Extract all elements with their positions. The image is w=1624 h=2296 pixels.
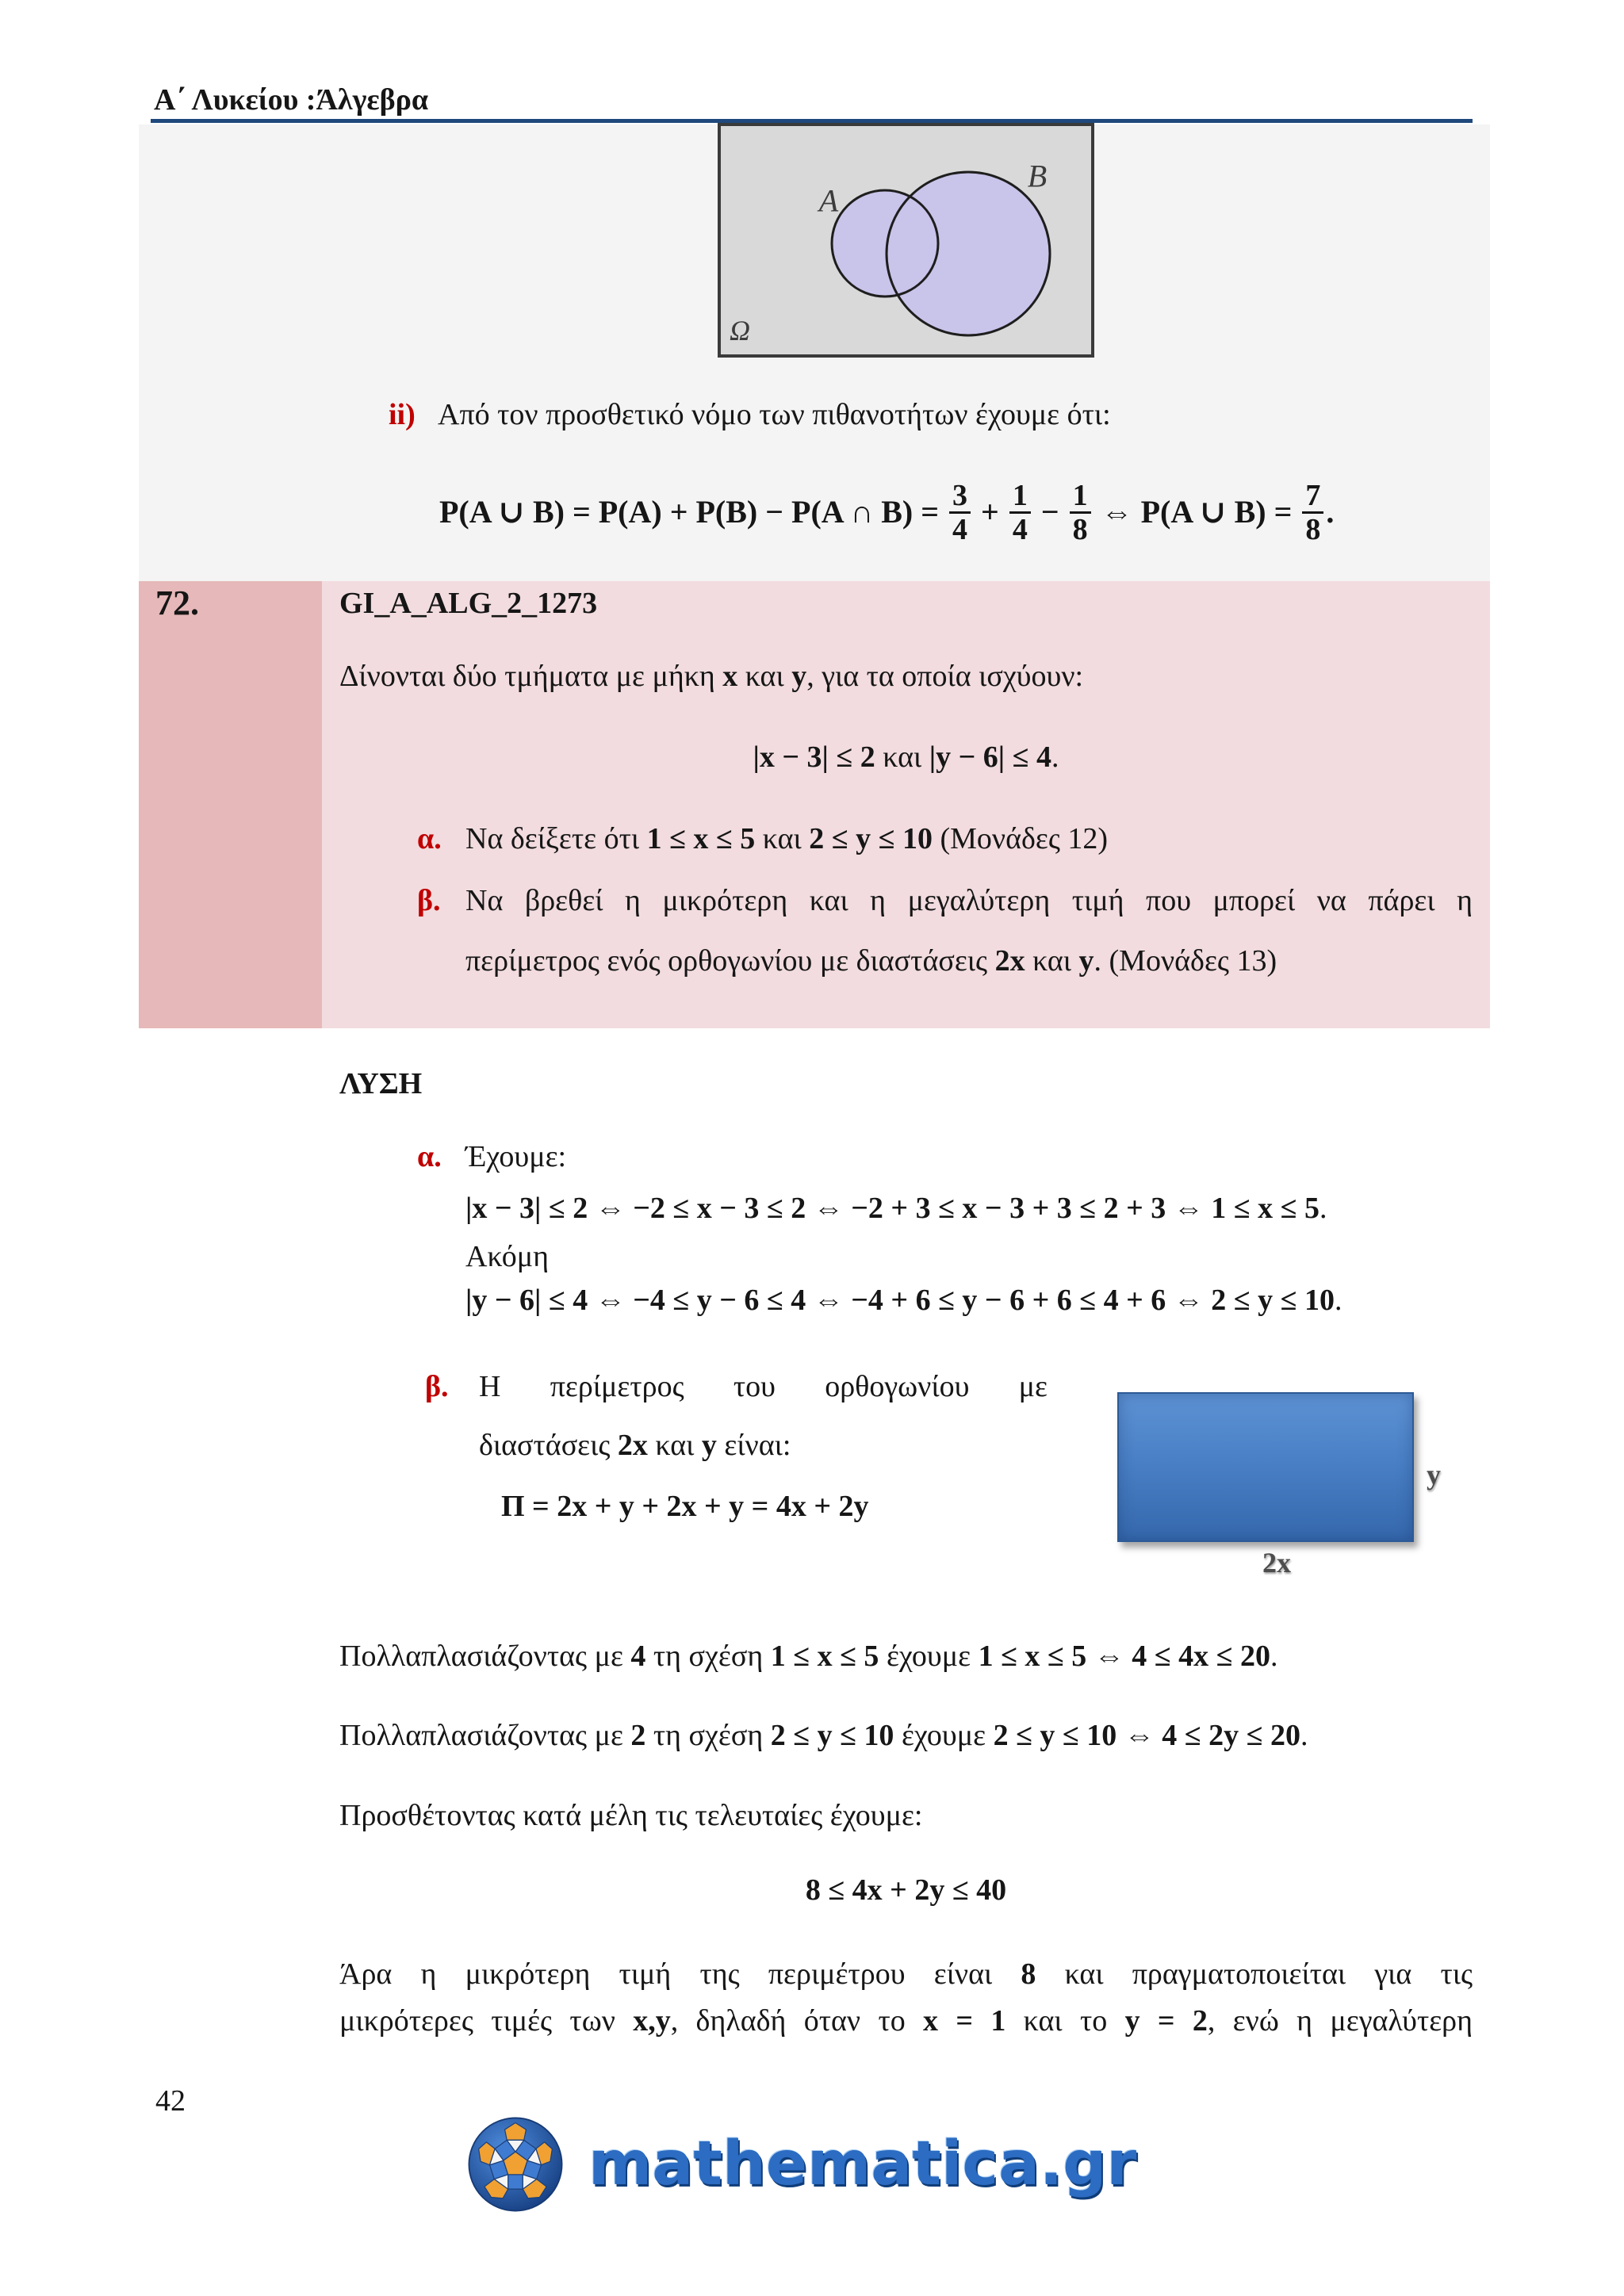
text-run: (Μονάδες 12) bbox=[932, 822, 1109, 855]
text-run: διαστάσεις bbox=[479, 1429, 618, 1462]
text-run: . (Μονάδες 13) bbox=[1094, 944, 1277, 978]
fraction-numerator: 7 bbox=[1302, 480, 1323, 514]
math-run: x = 1 bbox=[923, 2004, 1006, 2038]
solution-a-marker: α. bbox=[417, 1140, 442, 1173]
math-run: Π = 2x + y + 2x + y = 4x + 2y bbox=[501, 1490, 869, 1523]
conclusion-line1 bbox=[339, 1956, 1473, 1992]
math-run: + bbox=[973, 494, 1007, 530]
text-run: Να δείξετε ότι bbox=[465, 822, 647, 855]
math-run: P(A ∪ B) = P(A) + P(B) − P(A ∩ B) = bbox=[439, 494, 948, 530]
text-run: . bbox=[1319, 1192, 1327, 1225]
text-run: . bbox=[1300, 1719, 1308, 1752]
math-run: 1 ≤ x ≤ 5 bbox=[646, 822, 756, 855]
text-run: και το bbox=[1005, 2004, 1125, 2038]
text-run: και bbox=[737, 660, 792, 693]
fraction-numerator: 3 bbox=[949, 480, 971, 514]
text-run: , ενώ η μεγαλύτερη bbox=[1207, 2004, 1473, 2038]
question-b-marker: β. bbox=[417, 884, 441, 917]
polyhedron-icon bbox=[467, 2116, 564, 2213]
solution-b-marker: β. bbox=[425, 1370, 449, 1403]
problem-code: GI_A_ALG_2_1273 bbox=[339, 587, 598, 620]
solution-b-line2 bbox=[479, 1427, 791, 1464]
venn-label-b: B bbox=[1027, 158, 1048, 194]
text-run: , για τα οποία ισχύουν: bbox=[806, 660, 1084, 693]
text-run: έχουμε bbox=[894, 1719, 994, 1752]
text-run: . bbox=[1051, 740, 1059, 774]
problem-number-column bbox=[139, 581, 322, 1028]
math-run: . bbox=[1326, 494, 1335, 530]
text-run: , δηλαδή όταν το bbox=[670, 2004, 924, 2038]
text-run: Δίνονται δύο τμήματα με μήκη bbox=[339, 660, 723, 693]
logo-text: mathematica.gr bbox=[588, 2129, 1137, 2199]
page-number: 42 bbox=[155, 2084, 186, 2118]
math-run: 4 bbox=[630, 1640, 646, 1673]
addition-rule-formula bbox=[439, 479, 1334, 545]
fraction-denominator: 4 bbox=[952, 512, 968, 546]
rectangle-figure bbox=[1117, 1392, 1414, 1542]
fraction-denominator: 4 bbox=[1012, 512, 1028, 546]
text-run: Να βρεθεί η μικρότερη και η μεγαλύτερη τιμή που μπορεί να πάρει η bbox=[465, 884, 1473, 917]
text-run: . bbox=[1270, 1640, 1278, 1673]
sum-result bbox=[322, 1872, 1490, 1908]
math-run: 2 ≤ y ≤ 10 bbox=[770, 1719, 894, 1752]
icon-facet bbox=[508, 2175, 523, 2189]
rectangle-label-y: y bbox=[1427, 1459, 1441, 1490]
fraction-denominator: 8 bbox=[1072, 512, 1088, 546]
math-run: y = 2 bbox=[1124, 2004, 1208, 2038]
math-run: |y − 6| ≤ 4 ⇔ −4 ≤ y − 6 ≤ 4 ⇔ −4 + 6 ≤ y − 6 + 6 ≤ 4 + 6 ⇔ 2 ≤ y ≤ 10 bbox=[465, 1284, 1335, 1317]
math-run: 2 ≤ y ≤ 10 ⇔ 4 ≤ 2y ≤ 20 bbox=[993, 1719, 1300, 1752]
text-run: και bbox=[875, 740, 929, 774]
solution-a-step2 bbox=[465, 1282, 1342, 1318]
math-run: |x − 3| ≤ 2 bbox=[753, 740, 875, 774]
math-run: y bbox=[701, 1429, 717, 1462]
text-run: και bbox=[1025, 944, 1079, 978]
fraction bbox=[1302, 480, 1323, 545]
fraction bbox=[1070, 480, 1091, 545]
problem-intro bbox=[339, 658, 1083, 695]
perimeter-formula bbox=[501, 1488, 868, 1525]
question-a-text bbox=[465, 821, 1108, 857]
running-header: Α΄ Λυκείου :Άλγεβρα bbox=[154, 83, 429, 117]
venn-label-a: A bbox=[818, 182, 839, 219]
math-run: 1 ≤ x ≤ 5 bbox=[770, 1640, 879, 1673]
part-ii-text: Από τον προσθετικό νόμο των πιθανοτήτων έχουμε ότι: bbox=[438, 398, 1111, 431]
conclusion-line2 bbox=[339, 2003, 1473, 2039]
text-run: μικρότερες τιμές των bbox=[339, 2004, 634, 2038]
fraction-numerator: 1 bbox=[1070, 480, 1091, 514]
math-run: 2 ≤ y ≤ 10 bbox=[809, 822, 933, 855]
problem-condition bbox=[322, 739, 1490, 775]
question-a-marker: α. bbox=[417, 822, 442, 855]
math-run: 1 ≤ x ≤ 5 ⇔ 4 ≤ 4x ≤ 20 bbox=[978, 1640, 1270, 1673]
part-ii-marker: ii) bbox=[389, 398, 416, 431]
question-b-line2 bbox=[465, 943, 1277, 979]
fraction bbox=[1009, 480, 1031, 545]
text-run: Πολλαπλασιάζοντας με bbox=[339, 1719, 631, 1752]
solution-heading: ΛΥΣΗ bbox=[339, 1067, 423, 1100]
text-run: και πραγματοποιείται για τις bbox=[1036, 1957, 1473, 1991]
text-run: τη σχέση bbox=[645, 1719, 771, 1752]
venn-diagram bbox=[718, 123, 1094, 358]
text-run: και bbox=[647, 1429, 702, 1462]
question-b-line1 bbox=[465, 882, 1473, 919]
text-run: Πολλαπλασιάζοντας με bbox=[339, 1640, 631, 1673]
math-run: 8 ≤ 4x + 2y ≤ 40 bbox=[805, 1873, 1007, 1907]
math-run: 2 bbox=[630, 1719, 646, 1752]
multiply-x-statement bbox=[339, 1638, 1278, 1674]
math-run: |x − 3| ≤ 2 ⇔ −2 ≤ x − 3 ≤ 2 ⇔ −2 + 3 ≤ x − 3 + 3 ≤ 2 + 3 ⇔ 1 ≤ x ≤ 5 bbox=[465, 1192, 1320, 1225]
math-run: |y − 6| ≤ 4 bbox=[929, 740, 1051, 774]
text-run: και bbox=[755, 822, 810, 855]
math-run: 2x bbox=[994, 944, 1025, 978]
math-run: y bbox=[1078, 944, 1094, 978]
math-run: x bbox=[722, 660, 738, 693]
text-run: τη σχέση bbox=[645, 1640, 771, 1673]
text-run: έχουμε bbox=[879, 1640, 979, 1673]
math-run: − bbox=[1032, 494, 1067, 530]
solution-a-connector: Ακόμη bbox=[465, 1240, 550, 1273]
fraction-numerator: 1 bbox=[1009, 480, 1031, 514]
text-run: . bbox=[1334, 1284, 1342, 1317]
fraction-denominator: 8 bbox=[1305, 512, 1321, 546]
add-intro: Προσθέτοντας κατά μέλη τις τελευταίες έχουμε: bbox=[339, 1799, 923, 1832]
text-run: Η περίμετρος του ορθογωνίου με bbox=[479, 1370, 1048, 1403]
multiply-y-statement bbox=[339, 1717, 1308, 1754]
venn-label-universe: Ω bbox=[729, 315, 751, 346]
rectangle-label-2x: 2x bbox=[1262, 1547, 1291, 1578]
text-run: είναι: bbox=[716, 1429, 791, 1462]
solution-b-line1 bbox=[479, 1368, 1048, 1405]
solution-a-step1 bbox=[465, 1190, 1327, 1226]
fraction bbox=[949, 480, 971, 545]
solution-a-intro: Έχουμε: bbox=[465, 1140, 567, 1173]
math-run: y bbox=[791, 660, 807, 693]
problem-number: 72. bbox=[155, 584, 199, 622]
math-run: 8 bbox=[1021, 1957, 1036, 1991]
math-run: x,y bbox=[633, 2004, 671, 2038]
math-run: ⇔ P(A ∪ B) = bbox=[1093, 494, 1300, 530]
text-run: περίμετρος ενός ορθογωνίου με διαστάσεις bbox=[465, 944, 995, 978]
text-run: Άρα η μικρότερη τιμή της περιμέτρου είναι bbox=[339, 1957, 1021, 1991]
math-run: 2x bbox=[617, 1429, 648, 1462]
